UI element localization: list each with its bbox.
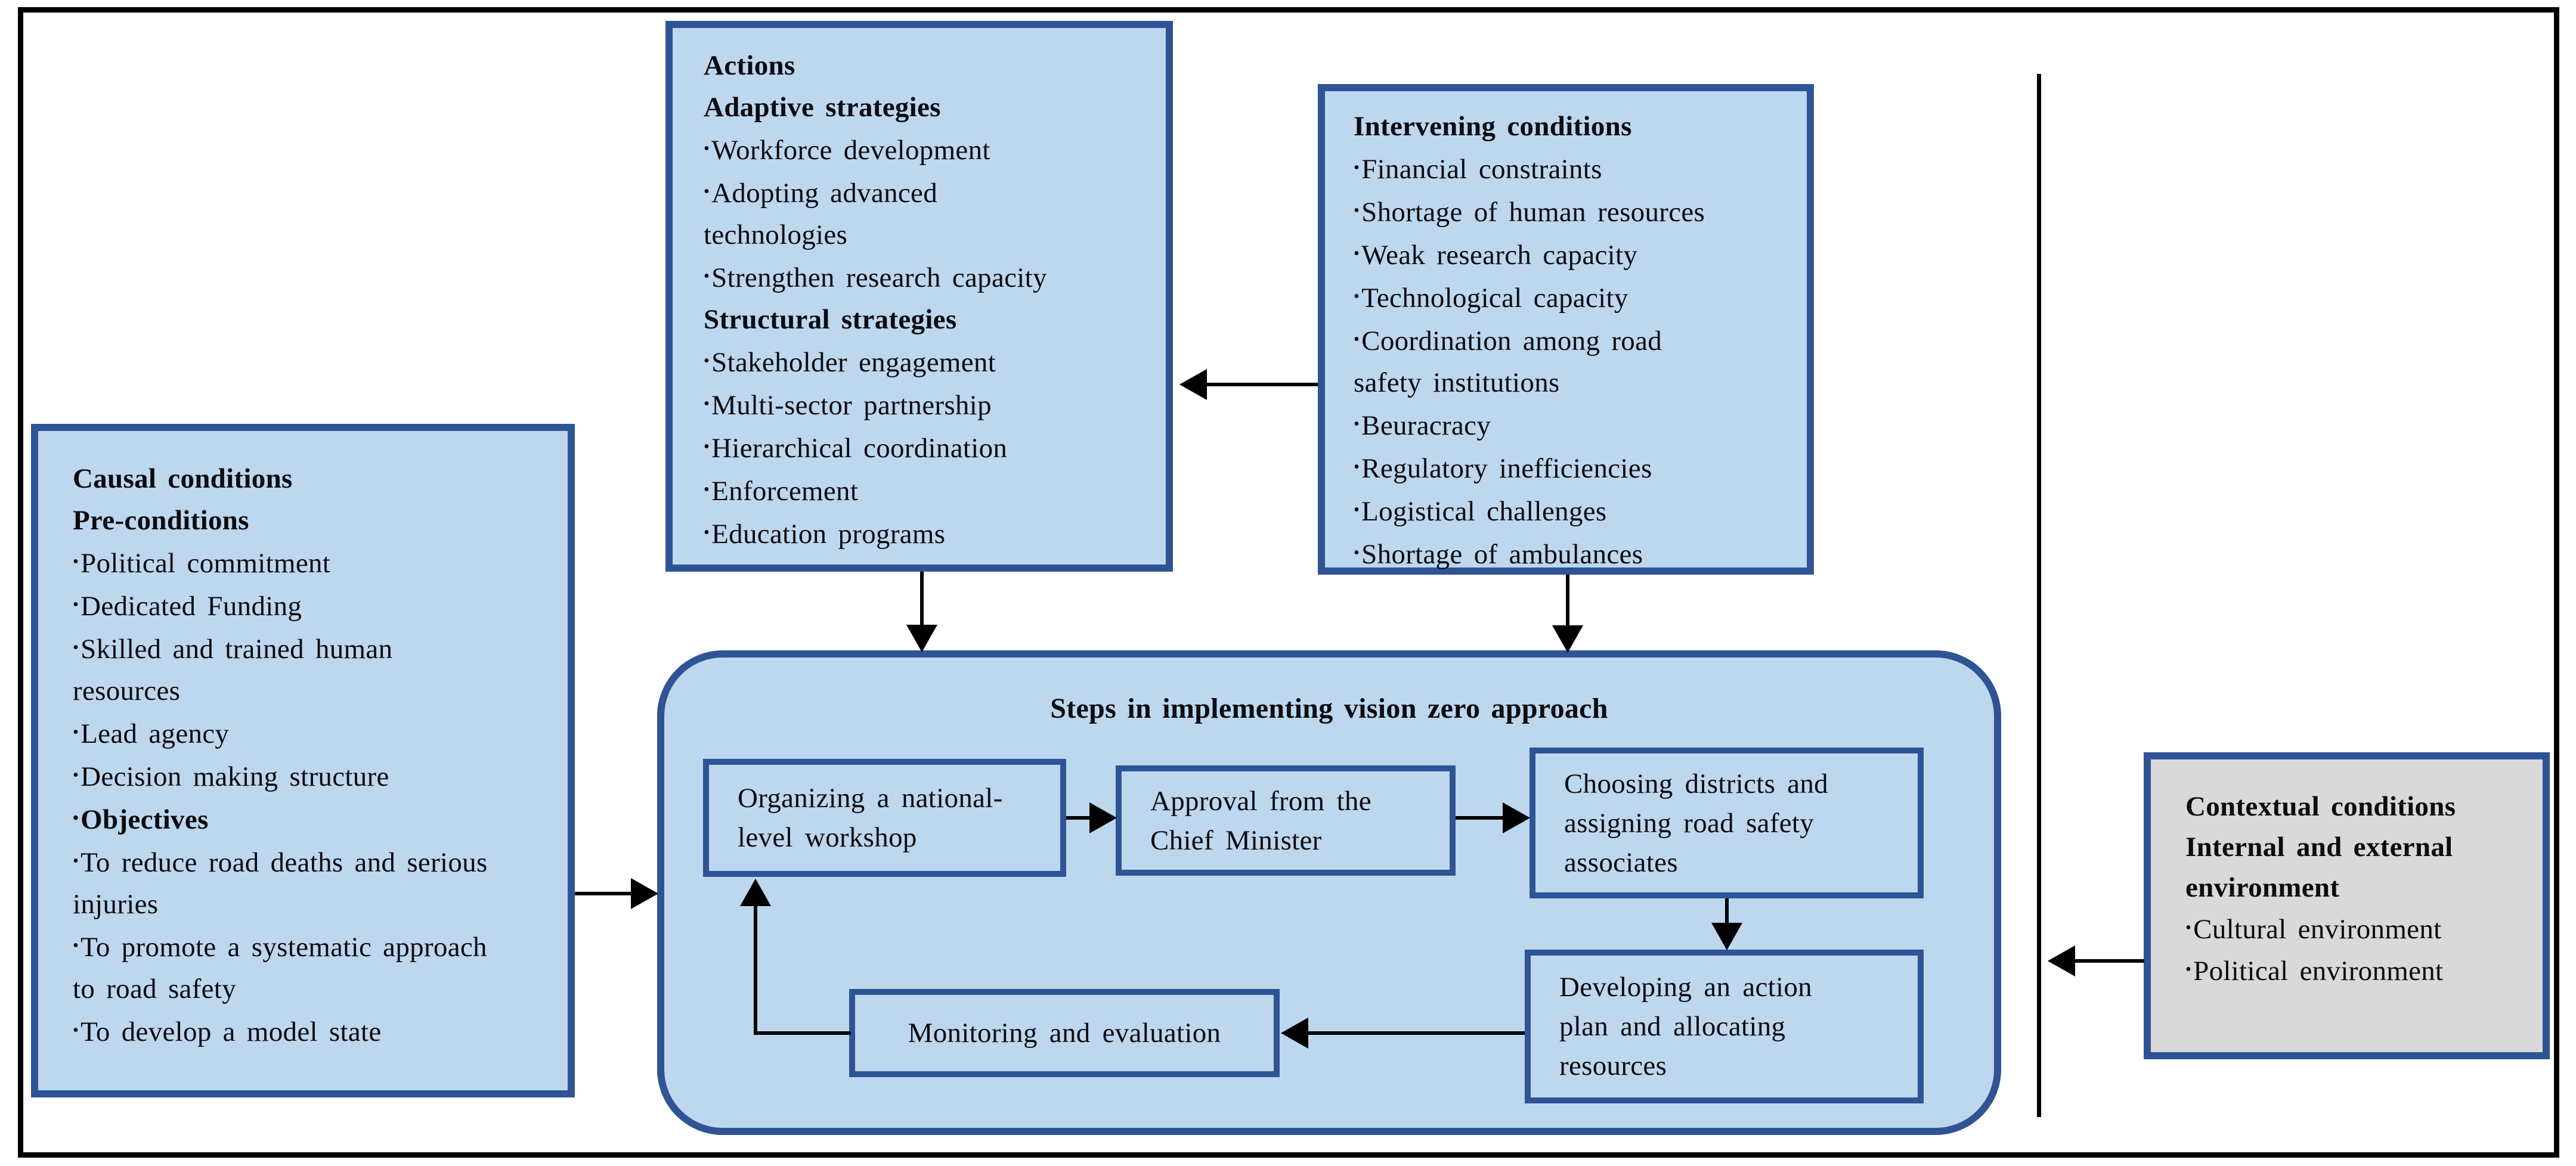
arrow-causal-to-steps-line bbox=[575, 892, 632, 895]
structural-item: • Education programs bbox=[704, 512, 1085, 555]
intervening-item: • Logistical challenges bbox=[1354, 489, 1740, 532]
arrow-step5-to-step1-hline bbox=[756, 1031, 851, 1035]
adaptive-item: • Workforce development bbox=[704, 128, 1085, 171]
arrow-step1-to-step2-head bbox=[1089, 802, 1117, 833]
step-label: Developing an action plan and allocating resources bbox=[1559, 972, 1812, 1081]
structural-item: • Hierarchical coordination bbox=[704, 426, 1085, 469]
intervening-item: • Financial constraints bbox=[1354, 147, 1740, 190]
adaptive-item: • Adopting advanced technologies bbox=[704, 171, 1085, 256]
causal-item: • Skilled and trained human resources bbox=[73, 627, 496, 712]
arrow-step3-to-step4-head bbox=[1711, 923, 1742, 950]
adaptive-strategies-heading: Adaptive strategies bbox=[704, 92, 941, 123]
arrow-step4-to-step5-head bbox=[1281, 1018, 1308, 1049]
causal-conditions-box bbox=[31, 424, 575, 1097]
arrow-step2-to-step3-line bbox=[1456, 816, 1504, 820]
actions-title: Actions bbox=[704, 50, 795, 81]
arrow-step5-to-step1-vline bbox=[754, 906, 757, 1035]
steps-title: Steps in implementing vision zero approach bbox=[1050, 693, 1608, 724]
contextual-conditions-box bbox=[2144, 752, 2550, 1059]
intervening-item: • Coordination among road safety institutions bbox=[1354, 319, 1740, 404]
causal-title: Causal conditions bbox=[73, 463, 293, 494]
intervening-item: • Shortage of ambulances bbox=[1354, 532, 1740, 575]
structural-item: • Enforcement bbox=[704, 469, 1085, 512]
arrow-intervening-to-steps-line bbox=[1566, 575, 1569, 627]
causal-subtitle: Pre-conditions bbox=[73, 505, 249, 536]
arrow-step5-to-step1-head bbox=[740, 879, 771, 906]
intervening-item: • Shortage of human resources bbox=[1354, 190, 1740, 233]
intervening-item: • Technological capacity bbox=[1354, 276, 1740, 319]
arrow-causal-to-steps-head bbox=[631, 878, 658, 909]
contextual-subtitle: Internal and external environment bbox=[2185, 832, 2453, 903]
arrow-step4-to-step5-line bbox=[1307, 1031, 1525, 1035]
arrow-step1-to-step2-line bbox=[1066, 816, 1091, 820]
intervening-item: • Regulatory inefficiencies bbox=[1354, 446, 1740, 489]
causal-item: • Dedicated Funding bbox=[73, 584, 496, 627]
structural-strategies-heading: Structural strategies bbox=[704, 304, 957, 336]
causal-objective: • To develop a model state bbox=[73, 1010, 496, 1053]
contextual-item: • Cultural environment bbox=[2185, 908, 2520, 950]
arrow-intervening-to-actions-head bbox=[1179, 369, 1207, 400]
causal-item: • Political commitment bbox=[73, 541, 496, 584]
step-label: Monitoring and evaluation bbox=[908, 1018, 1221, 1049]
intervening-item: • Beuracracy bbox=[1354, 404, 1740, 446]
causal-item: • Decision making structure bbox=[73, 755, 496, 798]
causal-item: • Lead agency bbox=[73, 712, 496, 755]
arrow-contextual-to-divider-line bbox=[2074, 959, 2144, 963]
arrow-step2-to-step3-head bbox=[1503, 802, 1530, 833]
step-approval-chief-minister bbox=[1116, 765, 1456, 876]
arrow-step3-to-step4-line bbox=[1725, 898, 1729, 925]
intervening-title: Intervening conditions bbox=[1354, 111, 1632, 142]
step-label: Choosing districts and assigning road safety associates bbox=[1564, 768, 1828, 878]
intervening-item: • Weak research capacity bbox=[1354, 233, 1740, 276]
step-label: Approval from the Chief Minister bbox=[1150, 785, 1371, 856]
contextual-title: Contextual conditions bbox=[2185, 791, 2456, 822]
step-choosing-districts bbox=[1530, 748, 1924, 898]
step-developing-action-plan bbox=[1525, 950, 1924, 1103]
arrow-actions-to-steps-line bbox=[920, 572, 924, 627]
step-label: Organizing a national-level workshop bbox=[738, 783, 1003, 853]
contextual-item: • Political environment bbox=[2185, 950, 2520, 991]
structural-item: • Stakeholder engagement bbox=[704, 340, 1085, 383]
step-organizing-workshop bbox=[703, 759, 1066, 877]
arrow-intervening-to-steps-head bbox=[1552, 625, 1583, 653]
step-monitoring-evaluation bbox=[849, 989, 1280, 1077]
intervening-conditions-box bbox=[1318, 84, 1814, 575]
causal-objective: • To reduce road deaths and serious injuries bbox=[73, 841, 496, 925]
adaptive-item: • Strengthen research capacity bbox=[704, 256, 1085, 299]
causal-objective: • To promote a systematic approach to road safety bbox=[73, 925, 496, 1010]
arrow-intervening-to-actions-line bbox=[1206, 383, 1318, 386]
structural-item: • Multi-sector partnership bbox=[704, 383, 1085, 426]
actions-box bbox=[665, 21, 1173, 572]
causal-objectives-heading: • Objectives bbox=[73, 798, 496, 841]
divider-line bbox=[2037, 74, 2041, 1117]
arrow-contextual-to-divider-head bbox=[2048, 945, 2075, 976]
arrow-actions-to-steps-head bbox=[906, 625, 937, 652]
